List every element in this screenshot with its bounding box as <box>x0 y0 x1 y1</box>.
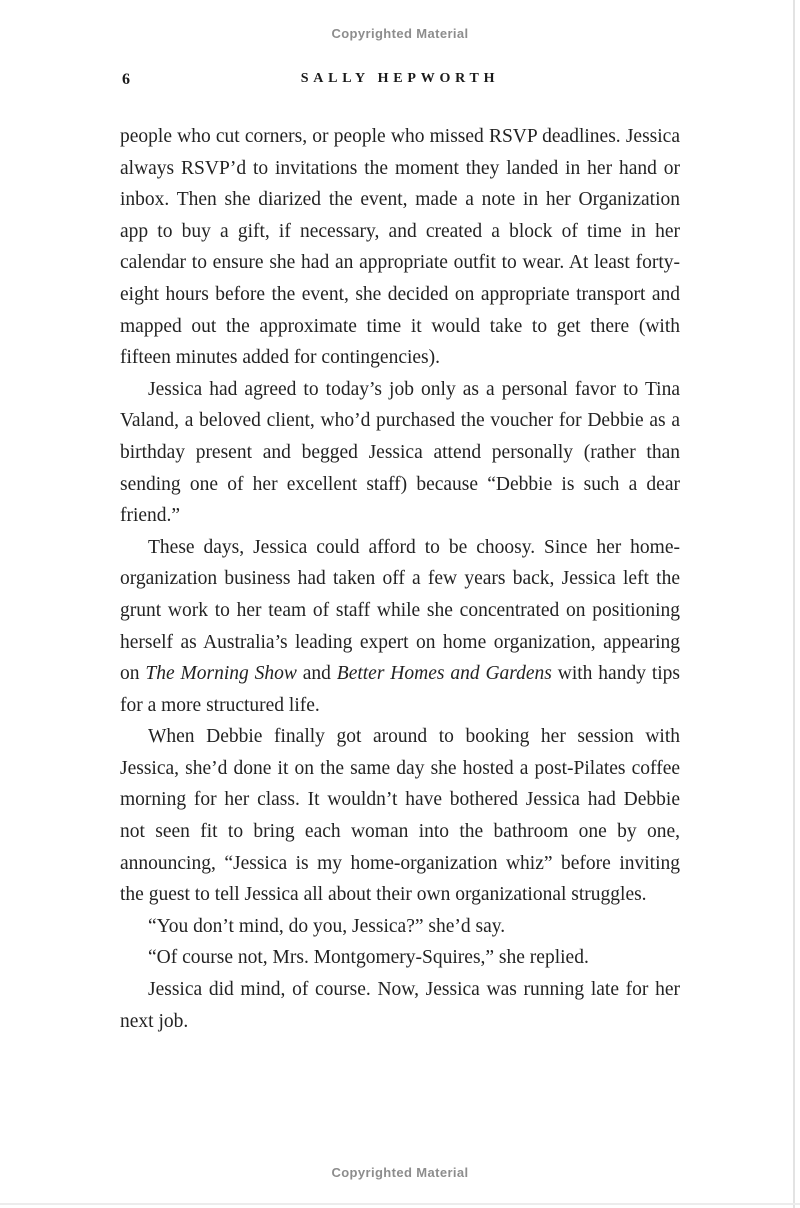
paragraph <box>120 532 680 722</box>
body-text <box>120 121 680 1037</box>
text-segment: “You don’t mind, do you, Jessica?” she’d say. <box>148 915 506 937</box>
page-header <box>120 71 680 91</box>
paragraph <box>120 121 680 374</box>
paragraph <box>120 942 680 974</box>
text-segment: Jessica had agreed to today’s job only as a personal favor to Tina Valand, a beloved client, who’d purchased the voucher for Debbie as a birthday present and begged Jessica attend personally (rather than sending one of her excellent staff) because “Debbie is such a dear friend.” <box>120 378 680 527</box>
page-edge-right <box>793 0 795 1208</box>
text-segment: people who cut corners, or people who missed RSVP deadlines. Jessica always RSVP’d to invitations the moment they landed in her hand or inbox. Then she diarized the event, made a note in her Organization app to buy a gift, if necessary, and created a block of time in her calendar to ensure she had an appropriate outfit to wear. At least forty-eight hours before the event, she decided on appropriate transport and mapped out the approximate time it would take to get there (with fifteen minutes added for contingencies). <box>120 126 680 369</box>
text-segment: “Of course not, Mrs. Montgomery-Squires,” she replied. <box>148 947 589 969</box>
italic-text: Better Homes and Gardens <box>336 663 552 685</box>
copyright-notice-top: Copyrighted Material <box>331 26 469 41</box>
paragraph <box>120 721 680 911</box>
page-number: 6 <box>122 71 130 88</box>
paragraph <box>120 374 680 532</box>
running-header: SALLY HEPWORTH <box>300 71 500 86</box>
text-segment: and <box>296 663 337 685</box>
paragraph <box>120 911 680 943</box>
text-segment: Jessica did mind, of course. Now, Jessica was running late for her next job. <box>120 979 680 1032</box>
text-segment: These days, Jessica could afford to be choosy. Since her home-organization business had taken off a few years back, Jessica left the grunt work to her team of staff while she concentrated on positioning herself as Australia’s leading expert on home organization, appearing on <box>120 536 680 685</box>
paragraph <box>120 974 680 1037</box>
text-segment: with handy tips for a more structured life. <box>120 663 680 716</box>
italic-text: The Morning Show <box>145 663 297 685</box>
page-edge-bottom <box>0 1203 800 1205</box>
copyright-notice-bottom: Copyrighted Material <box>331 1165 469 1180</box>
text-segment: When Debbie finally got around to booking her session with Jessica, she’d done it on the same day she hosted a post-Pilates coffee morning for her class. It wouldn’t have bothered Jessica had Debbie not seen fit to bring each woman into the bathroom one by one, announcing, “Jessica is my home-organization whiz” before inviting the guest to tell Jessica all about their own organizational struggles. <box>120 726 680 906</box>
